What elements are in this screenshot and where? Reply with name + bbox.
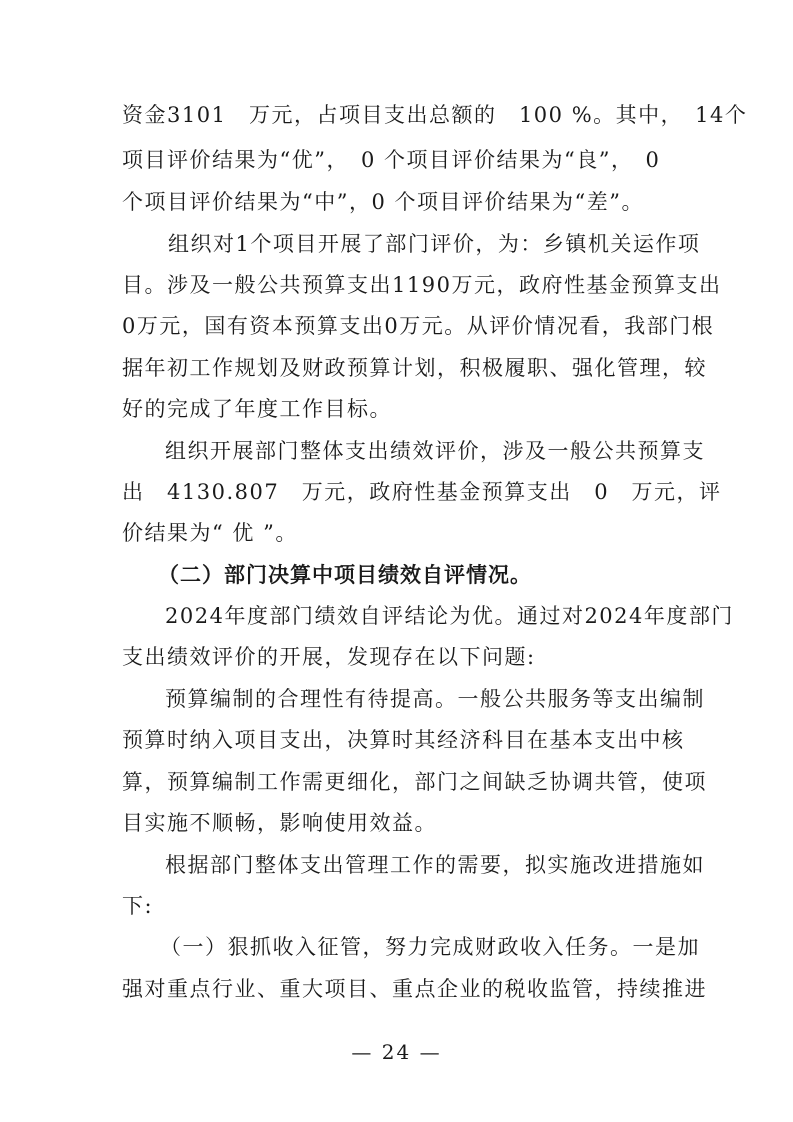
text-line: 据年初工作规划及财政预算计划，积极履职、强化管理，较	[122, 356, 707, 380]
text-line: 出 4130.807 万元，政府性基金预算支出 0 万元，评	[122, 480, 722, 504]
text-line: 2024年度部门绩效自评结论为优。通过对2024年度部门	[165, 604, 734, 628]
section-heading: （二）部门决算中项目绩效自评情况。	[158, 563, 532, 587]
text-line: 组织对1个项目开展了部门评价，为：乡镇机关运作项	[168, 232, 701, 256]
text-line: 预算编制的合理性有待提高。一般公共服务等支出编制	[165, 687, 705, 711]
page-number: — 24 —	[351, 1040, 442, 1064]
text-line: 下:	[122, 894, 154, 918]
text-line: 个项目评价结果为“中”，0 个项目评价结果为“差”。	[122, 190, 644, 214]
text-line: 目。涉及一般公共预算支出1190万元，政府性基金预算支出	[122, 273, 722, 297]
text-line: 组织开展部门整体支出绩效评价，涉及一般公共预算支	[165, 439, 705, 463]
text-line: 强对重点行业、重大项目、重点企业的税收监管，持续推进	[122, 977, 707, 1001]
text-line: 价结果为“ 优 ”。	[122, 521, 298, 545]
text-line: 根据部门整体支出管理工作的需要，拟实施改进措施如	[165, 853, 705, 877]
text-line: 资金3101 万元，占项目支出总额的 100 %。其中， 14个	[122, 103, 748, 127]
text-line: 好的完成了年度工作目标。	[122, 397, 392, 421]
text-line: 算，预算编制工作需更细化，部门之间缺乏协调共管，使项	[122, 770, 707, 794]
text-line: 0万元，国有资本预算支出0万元。从评价情况看，我部门根	[122, 314, 715, 338]
text-line: 支出绩效评价的开展，发现存在以下问题:	[122, 645, 536, 669]
text-line: 目实施不顺畅，影响使用效益。	[122, 811, 437, 835]
text-line: （一）狠抓收入征管，努力完成财政收入任务。一是加	[160, 935, 700, 959]
text-line: 项目评价结果为“优”， 0 个项目评价结果为“良”， 0	[122, 148, 661, 172]
text-line: 预算时纳入项目支出，决算时其经济科目在基本支出中核	[122, 728, 685, 752]
